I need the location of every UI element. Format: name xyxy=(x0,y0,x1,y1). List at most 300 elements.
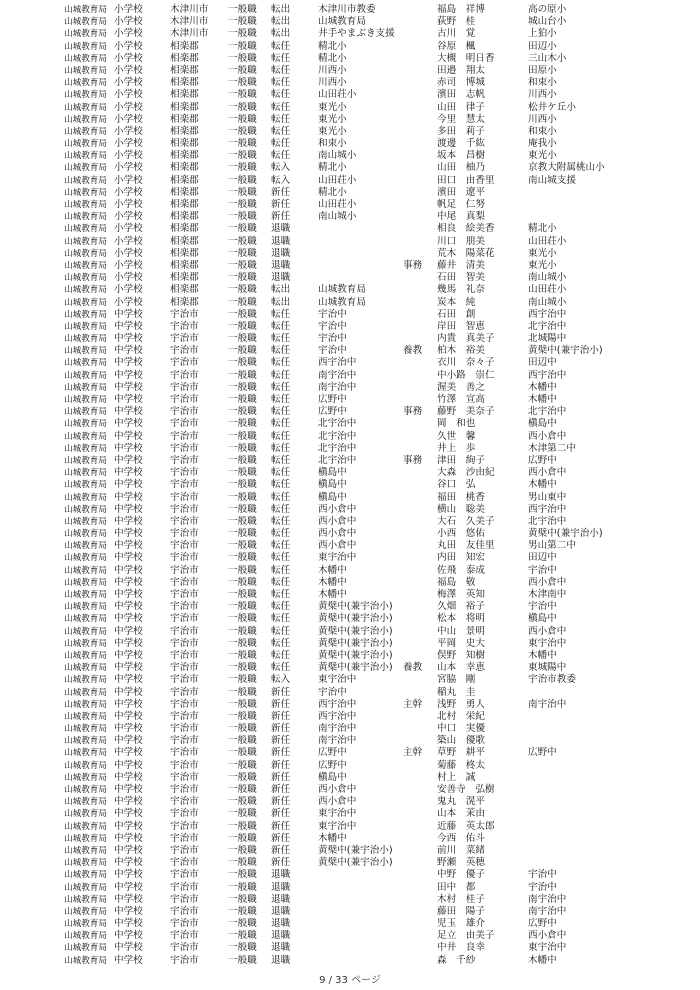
region-cell: 山城教育局 xyxy=(64,882,107,893)
table-row xyxy=(0,589,700,601)
region-cell: 山城教育局 xyxy=(64,894,107,905)
table-row xyxy=(0,516,700,528)
previous-school-cell: 南山城支援 xyxy=(528,174,576,186)
transfer-type-cell: 転任 xyxy=(271,625,291,637)
person-name-cell: 浅野 勇人 xyxy=(437,698,485,710)
region-cell: 山城教育局 xyxy=(64,248,107,259)
table-row xyxy=(0,297,700,309)
table-row xyxy=(0,723,700,735)
transfer-type-cell: 新任 xyxy=(271,784,291,795)
transfer-type-cell: 新任 xyxy=(271,710,291,722)
school-type-cell: 中学校 xyxy=(114,735,143,747)
job-category-cell: 一般職 xyxy=(228,138,257,150)
transfer-type-cell: 退職 xyxy=(271,905,291,917)
transfer-type-cell: 転任 xyxy=(271,418,291,430)
transfer-type-cell: 転任 xyxy=(271,138,291,150)
table-row xyxy=(0,89,700,101)
school-type-cell: 小学校 xyxy=(114,259,143,271)
region-cell: 山城教育局 xyxy=(64,675,107,686)
school-type-cell: 中学校 xyxy=(114,759,143,771)
previous-school-cell: 東宇治中 xyxy=(528,942,567,954)
assigned-school-cell: 宇治中 xyxy=(318,686,347,698)
previous-school-cell: 山田荘小 xyxy=(528,284,567,296)
municipality-cell: 相楽郡 xyxy=(170,40,199,52)
assigned-school-cell: 黄檗中(兼宇治小) xyxy=(318,601,393,613)
assigned-school-cell: 北宇治中 xyxy=(318,430,357,442)
assigned-school-cell: 西小倉中 xyxy=(318,515,357,527)
previous-school-cell: 宇治中 xyxy=(528,869,557,881)
municipality-cell: 宇治市 xyxy=(170,394,199,405)
job-category-cell: 一般職 xyxy=(228,479,257,491)
job-category-cell: 一般職 xyxy=(228,930,257,942)
table-row xyxy=(0,808,700,820)
assigned-school-cell: 木津川市教委 xyxy=(318,4,376,15)
job-category-cell: 一般職 xyxy=(228,64,257,76)
person-name-cell: 児玉 雄介 xyxy=(437,918,485,930)
job-category-cell: 一般職 xyxy=(228,320,257,332)
table-row xyxy=(0,77,700,89)
job-category-cell: 一般職 xyxy=(228,576,257,588)
region-cell: 山城教育局 xyxy=(64,224,107,235)
assigned-school-cell: 宇治中 xyxy=(318,308,347,320)
table-row xyxy=(0,504,700,516)
transfer-type-cell: 転任 xyxy=(271,601,291,613)
assigned-school-cell: 西小倉中 xyxy=(318,784,357,795)
transfer-type-cell: 退職 xyxy=(271,869,291,881)
municipality-cell: 相楽郡 xyxy=(170,272,199,284)
previous-school-cell: 男山第二中 xyxy=(528,540,576,552)
assigned-school-cell: 黄檗中(兼宇治小) xyxy=(318,613,393,625)
school-type-cell: 小学校 xyxy=(114,247,143,259)
job-category-cell: 一般職 xyxy=(228,528,257,540)
school-type-cell: 中学校 xyxy=(114,479,143,491)
person-name-cell: 岸田 智恵 xyxy=(437,320,485,332)
previous-school-cell: 田辺小 xyxy=(528,40,557,52)
school-type-cell: 中学校 xyxy=(114,576,143,588)
previous-school-cell: 北宇治中 xyxy=(528,320,567,332)
job-category-cell: 一般職 xyxy=(228,674,257,686)
table-row xyxy=(0,357,700,369)
table-row xyxy=(0,162,700,174)
region-cell: 山城教育局 xyxy=(64,638,107,649)
table-row xyxy=(0,175,700,187)
previous-school-cell: 南山城小 xyxy=(528,272,567,284)
school-type-cell: 中学校 xyxy=(114,589,143,600)
previous-school-cell: 城山台小 xyxy=(528,16,567,28)
municipality-cell: 宇治市 xyxy=(170,881,199,893)
position-cell: 主幹 xyxy=(403,698,423,710)
transfer-type-cell: 新任 xyxy=(271,747,291,759)
table-row xyxy=(0,784,700,796)
job-category-cell: 一般職 xyxy=(228,540,257,552)
assigned-school-cell: 南宇治中 xyxy=(318,381,357,393)
previous-school-cell: 西小倉中 xyxy=(528,430,567,442)
school-type-cell: 中学校 xyxy=(114,467,143,479)
region-cell: 山城教育局 xyxy=(64,321,107,332)
assigned-school-cell: 東光小 xyxy=(318,101,347,113)
previous-school-cell: 木幡中 xyxy=(528,394,557,405)
region-cell: 山城教育局 xyxy=(64,626,107,637)
municipality-cell: 宇治市 xyxy=(170,576,199,588)
school-type-cell: 中学校 xyxy=(114,613,143,625)
person-name-cell: 相良 絵美香 xyxy=(437,223,495,235)
transfer-type-cell: 転任 xyxy=(271,528,291,540)
region-cell: 山城教育局 xyxy=(64,346,107,357)
person-name-cell: 俣野 知樹 xyxy=(437,649,485,661)
region-cell: 山城教育局 xyxy=(64,285,107,296)
person-name-cell: 岡 和也 xyxy=(437,418,476,430)
transfer-type-cell: 新任 xyxy=(271,832,291,844)
transfer-type-cell: 転任 xyxy=(271,394,291,405)
assigned-school-cell: 川西小 xyxy=(318,77,347,89)
school-type-cell: 中学校 xyxy=(114,881,143,893)
assigned-school-cell: 北宇治中 xyxy=(318,418,357,430)
region-cell: 山城教育局 xyxy=(64,724,107,735)
school-type-cell: 中学校 xyxy=(114,503,143,515)
person-name-cell: 宮脇 剛 xyxy=(437,674,476,686)
transfer-type-cell: 新任 xyxy=(271,820,291,832)
job-category-cell: 一般職 xyxy=(228,284,257,296)
transfer-type-cell: 転出 xyxy=(271,28,291,40)
region-cell: 山城教育局 xyxy=(64,297,107,308)
municipality-cell: 相楽郡 xyxy=(170,101,199,113)
table-row xyxy=(0,53,700,65)
school-type-cell: 小学校 xyxy=(114,28,143,40)
municipality-cell: 宇治市 xyxy=(170,844,199,856)
job-category-cell: 一般職 xyxy=(228,869,257,881)
transfer-type-cell: 転任 xyxy=(271,576,291,588)
person-name-cell: 藤田 陽子 xyxy=(437,905,485,917)
transfer-type-cell: 退職 xyxy=(271,247,291,259)
position-cell: 事務 xyxy=(403,454,423,466)
job-category-cell: 一般職 xyxy=(228,808,257,820)
person-name-cell: 山本 茉由 xyxy=(437,808,485,820)
job-category-cell: 一般職 xyxy=(228,515,257,527)
school-type-cell: 中学校 xyxy=(114,954,143,966)
school-type-cell: 中学校 xyxy=(114,698,143,710)
previous-school-cell: 松井ケ丘小 xyxy=(528,101,576,113)
assigned-school-cell: 山城教育局 xyxy=(318,16,366,28)
region-cell: 山城教育局 xyxy=(64,504,107,515)
region-cell: 山城教育局 xyxy=(64,845,107,856)
assigned-school-cell: 精北小 xyxy=(318,186,347,198)
person-name-cell: 松本 将明 xyxy=(437,613,485,625)
previous-school-cell: 東光小 xyxy=(528,150,557,162)
region-cell: 山城教育局 xyxy=(64,151,107,162)
transfer-type-cell: 転出 xyxy=(271,284,291,296)
position-cell: 主幹 xyxy=(403,747,423,759)
table-row xyxy=(0,687,700,699)
municipality-cell: 宇治市 xyxy=(170,808,199,820)
transfer-type-cell: 転任 xyxy=(271,320,291,332)
person-name-cell: 木村 桂子 xyxy=(437,893,485,905)
assigned-school-cell: 北宇治中 xyxy=(318,442,357,454)
previous-school-cell: 宇治中 xyxy=(528,601,557,613)
previous-school-cell: 山田荘小 xyxy=(528,235,567,247)
assigned-school-cell: 山城教育局 xyxy=(318,296,366,308)
previous-school-cell: 京教大附属桃山小 xyxy=(528,162,605,174)
assigned-school-cell: 精北小 xyxy=(318,52,347,64)
school-type-cell: 小学校 xyxy=(114,284,143,296)
region-cell: 山城教育局 xyxy=(64,480,107,491)
school-type-cell: 中学校 xyxy=(114,723,143,735)
previous-school-cell: 東光小 xyxy=(528,259,557,271)
region-cell: 山城教育局 xyxy=(64,516,107,527)
municipality-cell: 宇治市 xyxy=(170,771,199,783)
municipality-cell: 宇治市 xyxy=(170,357,199,369)
school-type-cell: 小学校 xyxy=(114,199,143,210)
municipality-cell: 宇治市 xyxy=(170,662,199,674)
school-type-cell: 小学校 xyxy=(114,186,143,198)
municipality-cell: 相楽郡 xyxy=(170,125,199,137)
previous-school-cell: 北城陽中 xyxy=(528,333,567,345)
school-type-cell: 小学校 xyxy=(114,4,143,15)
job-category-cell: 一般職 xyxy=(228,905,257,917)
previous-school-cell: 男山東中 xyxy=(528,491,567,503)
table-row xyxy=(0,199,700,211)
person-name-cell: 古川 覚 xyxy=(437,28,476,40)
assigned-school-cell: 東宇治中 xyxy=(318,808,357,820)
assigned-school-cell: 西小倉中 xyxy=(318,540,357,552)
region-cell: 山城教育局 xyxy=(64,358,107,369)
job-category-cell: 一般職 xyxy=(228,601,257,613)
person-name-cell: 佐飛 泰成 xyxy=(437,564,485,576)
municipality-cell: 宇治市 xyxy=(170,796,199,808)
assigned-school-cell: 南山城小 xyxy=(318,150,357,162)
transfer-type-cell: 退職 xyxy=(271,259,291,271)
assigned-school-cell: 黄檗中(兼宇治小) xyxy=(318,625,393,637)
previous-school-cell: 東光小 xyxy=(528,247,557,259)
assigned-school-cell: 山田荘小 xyxy=(318,89,357,101)
assigned-school-cell: 槇島中 xyxy=(318,491,347,503)
transfer-type-cell: 新任 xyxy=(271,735,291,747)
transfer-type-cell: 転入 xyxy=(271,162,291,174)
person-name-cell: 中尾 真梨 xyxy=(437,211,485,223)
previous-school-cell: 黄檗中(兼宇治小) xyxy=(528,345,603,357)
transfer-type-cell: 新任 xyxy=(271,771,291,783)
table-row xyxy=(0,747,700,759)
assigned-school-cell: 木幡中 xyxy=(318,576,347,588)
table-row xyxy=(0,272,700,284)
school-type-cell: 小学校 xyxy=(114,101,143,113)
table-row xyxy=(0,467,700,479)
municipality-cell: 相楽郡 xyxy=(170,138,199,150)
person-name-cell: 内田 知宏 xyxy=(437,552,485,564)
person-name-cell: 田口 由香里 xyxy=(437,174,495,186)
assigned-school-cell: 黄檗中(兼宇治小) xyxy=(318,637,393,649)
region-cell: 山城教育局 xyxy=(64,602,107,613)
transfer-type-cell: 新任 xyxy=(271,857,291,869)
municipality-cell: 宇治市 xyxy=(170,857,199,869)
transfer-type-cell: 転任 xyxy=(271,308,291,320)
school-type-cell: 中学校 xyxy=(114,515,143,527)
table-row xyxy=(0,882,700,894)
assigned-school-cell: 黄檗中(兼宇治小) xyxy=(318,662,393,674)
region-cell: 山城教育局 xyxy=(64,273,107,284)
municipality-cell: 宇治市 xyxy=(170,540,199,552)
previous-school-cell: 庵我小 xyxy=(528,138,557,150)
person-name-cell: 鬼丸 滉平 xyxy=(437,796,485,808)
municipality-cell: 宇治市 xyxy=(170,369,199,381)
transfer-type-cell: 退職 xyxy=(271,918,291,930)
transfer-type-cell: 転任 xyxy=(271,64,291,76)
job-category-cell: 一般職 xyxy=(228,223,257,235)
table-row xyxy=(0,662,700,674)
region-cell: 山城教育局 xyxy=(64,102,107,113)
person-name-cell: 帆足 仁努 xyxy=(437,199,485,210)
person-name-cell: 多田 莉子 xyxy=(437,125,485,137)
transfer-type-cell: 転任 xyxy=(271,613,291,625)
assigned-school-cell: 南宇治中 xyxy=(318,369,357,381)
table-row xyxy=(0,443,700,455)
assigned-school-cell: 南山城小 xyxy=(318,211,357,223)
transfer-type-cell: 退職 xyxy=(271,893,291,905)
table-row xyxy=(0,711,700,723)
municipality-cell: 相楽郡 xyxy=(170,150,199,162)
transfer-type-cell: 退職 xyxy=(271,223,291,235)
transfer-type-cell: 退職 xyxy=(271,881,291,893)
region-cell: 山城教育局 xyxy=(64,309,107,320)
job-category-cell: 一般職 xyxy=(228,174,257,186)
region-cell: 山城教育局 xyxy=(64,590,107,600)
job-category-cell: 一般職 xyxy=(228,844,257,856)
transfer-type-cell: 新任 xyxy=(271,796,291,808)
region-cell: 山城教育局 xyxy=(64,200,107,210)
assigned-school-cell: 広野中 xyxy=(318,759,347,771)
person-name-cell: 久畑 裕子 xyxy=(437,601,485,613)
assigned-school-cell: 槇島中 xyxy=(318,467,347,479)
transfer-type-cell: 転任 xyxy=(271,77,291,89)
table-row xyxy=(0,601,700,613)
assigned-school-cell: 宇治中 xyxy=(318,320,347,332)
previous-school-cell: 川西小 xyxy=(528,113,557,125)
person-name-cell: 山田 柚乃 xyxy=(437,162,485,174)
school-type-cell: 中学校 xyxy=(114,491,143,503)
school-type-cell: 中学校 xyxy=(114,820,143,832)
municipality-cell: 相楽郡 xyxy=(170,235,199,247)
municipality-cell: 宇治市 xyxy=(170,723,199,735)
table-row xyxy=(0,4,700,16)
municipality-cell: 宇治市 xyxy=(170,735,199,747)
region-cell: 山城教育局 xyxy=(64,760,107,771)
table-row xyxy=(0,138,700,150)
job-category-cell: 一般職 xyxy=(228,552,257,564)
municipality-cell: 宇治市 xyxy=(170,613,199,625)
transfer-type-cell: 退職 xyxy=(271,272,291,284)
school-type-cell: 中学校 xyxy=(114,369,143,381)
person-name-cell: 北村 栄紀 xyxy=(437,710,485,722)
assigned-school-cell: 西小倉中 xyxy=(318,796,357,808)
municipality-cell: 相楽郡 xyxy=(170,199,199,210)
assigned-school-cell: 和束小 xyxy=(318,138,347,150)
table-row xyxy=(0,540,700,552)
job-category-cell: 一般職 xyxy=(228,649,257,661)
job-category-cell: 一般職 xyxy=(228,893,257,905)
previous-school-cell: 田辺中 xyxy=(528,552,557,564)
table-row xyxy=(0,406,700,418)
job-category-cell: 一般職 xyxy=(228,394,257,405)
job-category-cell: 一般職 xyxy=(228,308,257,320)
person-name-cell: 渡邊 千紘 xyxy=(437,138,485,150)
school-type-cell: 小学校 xyxy=(114,150,143,162)
person-name-cell: 菊藤 柊太 xyxy=(437,759,485,771)
transfer-type-cell: 転出 xyxy=(271,16,291,28)
person-name-cell: 草野 耕平 xyxy=(437,747,485,759)
person-name-cell: 中井 良幸 xyxy=(437,942,485,954)
table-row xyxy=(0,869,700,881)
assigned-school-cell: 西宇治中 xyxy=(318,698,357,710)
person-name-cell: 今里 慧太 xyxy=(437,113,485,125)
table-row xyxy=(0,150,700,162)
transfer-type-cell: 転出 xyxy=(271,296,291,308)
person-name-cell: 濱田 志帆 xyxy=(437,89,485,101)
job-category-cell: 一般職 xyxy=(228,759,257,771)
assigned-school-cell: 西小倉中 xyxy=(318,503,357,515)
assigned-school-cell: 西小倉中 xyxy=(318,528,357,540)
school-type-cell: 中学校 xyxy=(114,320,143,332)
school-type-cell: 中学校 xyxy=(114,893,143,905)
region-cell: 山城教育局 xyxy=(64,833,107,844)
school-type-cell: 中学校 xyxy=(114,394,143,405)
region-cell: 山城教育局 xyxy=(64,431,107,442)
region-cell: 山城教育局 xyxy=(64,419,107,430)
table-row xyxy=(0,955,700,967)
municipality-cell: 相楽郡 xyxy=(170,186,199,198)
table-row xyxy=(0,650,700,662)
table-row xyxy=(0,248,700,260)
school-type-cell: 中学校 xyxy=(114,454,143,466)
assigned-school-cell: 川西小 xyxy=(318,64,347,76)
school-type-cell: 小学校 xyxy=(114,211,143,223)
transfer-type-cell: 転任 xyxy=(271,113,291,125)
table-row xyxy=(0,638,700,650)
job-category-cell: 一般職 xyxy=(228,503,257,515)
transfer-type-cell: 転任 xyxy=(271,479,291,491)
assigned-school-cell: 東宇治中 xyxy=(318,820,357,832)
table-row xyxy=(0,735,700,747)
job-category-cell: 一般職 xyxy=(228,345,257,357)
school-type-cell: 中学校 xyxy=(114,686,143,698)
school-type-cell: 中学校 xyxy=(114,942,143,954)
school-type-cell: 中学校 xyxy=(114,930,143,942)
previous-school-cell: 川西小 xyxy=(528,89,557,101)
job-category-cell: 一般職 xyxy=(228,369,257,381)
municipality-cell: 相楽郡 xyxy=(170,77,199,89)
job-category-cell: 一般職 xyxy=(228,113,257,125)
transfer-type-cell: 新任 xyxy=(271,698,291,710)
previous-school-cell: 宇治中 xyxy=(528,564,557,576)
job-category-cell: 一般職 xyxy=(228,942,257,954)
job-category-cell: 一般職 xyxy=(228,28,257,40)
region-cell: 山城教育局 xyxy=(64,260,107,271)
person-name-cell: 津田 絢子 xyxy=(437,454,485,466)
person-name-cell: 谷口 弘 xyxy=(437,479,476,491)
table-row xyxy=(0,455,700,467)
person-name-cell: 大森 沙由紀 xyxy=(437,467,495,479)
region-cell: 山城教育局 xyxy=(64,382,107,393)
school-type-cell: 中学校 xyxy=(114,564,143,576)
region-cell: 山城教育局 xyxy=(64,785,107,795)
municipality-cell: 宇治市 xyxy=(170,418,199,430)
transfer-type-cell: 転任 xyxy=(271,430,291,442)
table-row xyxy=(0,211,700,223)
region-cell: 山城教育局 xyxy=(64,334,107,345)
school-type-cell: 中学校 xyxy=(114,406,143,418)
job-category-cell: 一般職 xyxy=(228,247,257,259)
table-row xyxy=(0,674,700,686)
school-type-cell: 小学校 xyxy=(114,162,143,174)
transfer-type-cell: 転任 xyxy=(271,589,291,600)
